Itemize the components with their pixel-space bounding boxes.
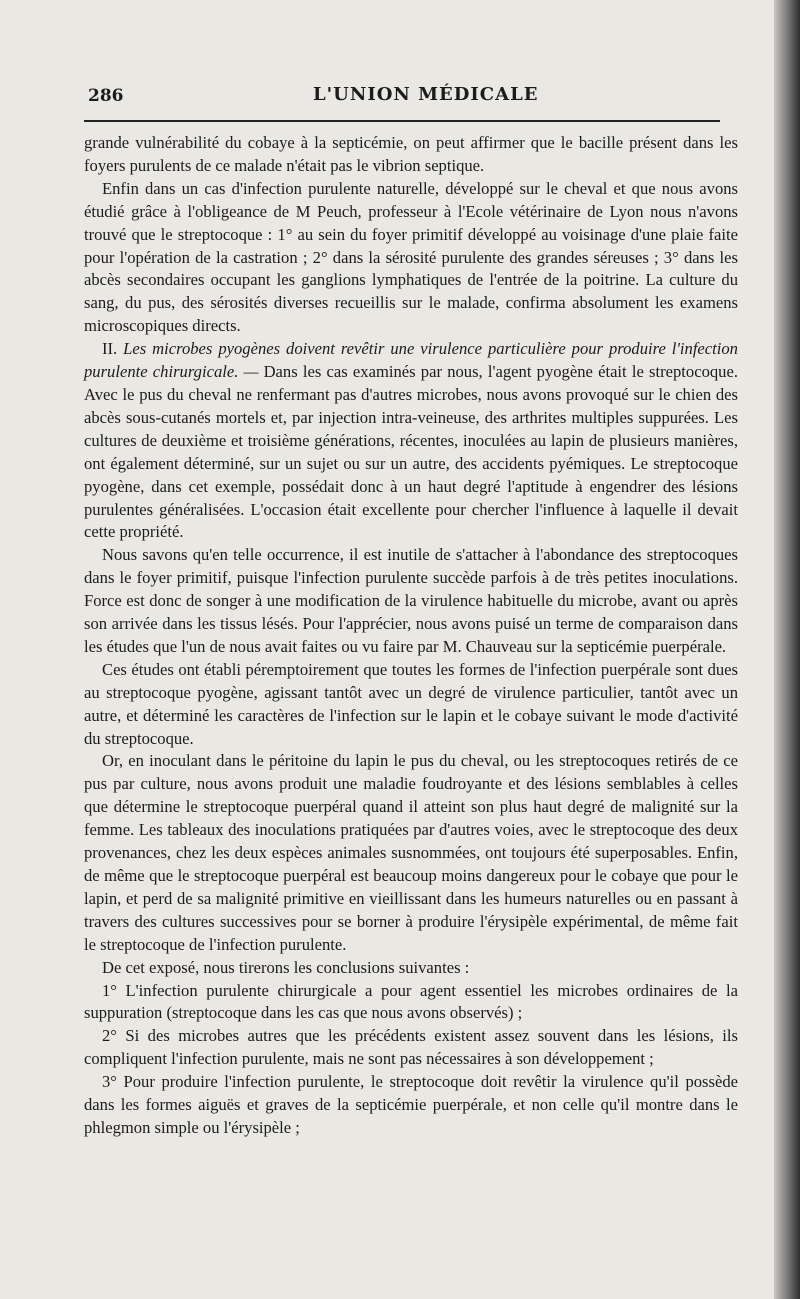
page-edge-shadow: [774, 0, 800, 1299]
body-text: [84, 132, 738, 1140]
section-heading: Les microbes pyogènes doivent revêtir une virulence particulière pour produire l'infection purulente chirurgicale. —: [84, 339, 738, 382]
running-head: L'UNION MÉDICALE: [313, 84, 539, 105]
paragraph-5: Ces études ont établi péremptoirement que toutes les formes de l'infection puerpérale sont dues au streptocoque pyogène, agissant tantôt avec un degré de virulence particulier, tantôt avec un autre, et déterminé les caractères de l'infection sur le lapin et le cobaye suivant le mode d'activité du streptocoque.: [84, 659, 738, 748]
conclusion-1: 1° L'infection purulente chirurgicale a pour agent essentiel les microbes ordinaires de la suppuration (streptocoque dans les cas que nous avons observés) ;: [84, 980, 738, 1023]
conclusion-3: 3° Pour produire l'infection purulente, le streptocoque doit revêtir la virulence qu'il possède dans les formes aiguës et graves de la septicémie puerpérale, et non celle qu'il montre dans le phlegmon simple ou l'érysipèle ;: [84, 1072, 738, 1137]
paragraph-6: Or, en inoculant dans le péritoine du lapin le pus du cheval, ou les streptocoques retirés de ce pus par culture, nous avons produit une maladie foudroyante et des lésions semblables à celles que détermine le streptocoque puerpéral quand il atteint son plus haut degré de malignité sur la femme. Les tableaux des inoculations pratiquées par d'autres voies, avec le streptocoque des deux provenances, chez les deux espèces animales susnommées, ont toujours été superposables. Enfin, de même que le streptocoque puerpéral est beaucoup moins dangereux pour le cobaye que pour le lapin, et perd de sa malignité primitive en vieillissant dans les humeurs naturelles ou en passant à travers des cultures successives pour se borner à produire l'érysipèle expérimental, de même fait le streptocoque de l'infection purulente.: [84, 751, 738, 954]
section-numeral: II.: [102, 339, 118, 359]
page-header: [88, 84, 738, 114]
paragraph-4: Nous savons qu'en telle occurrence, il est inutile de s'attacher à l'abondance des streptocoques dans le foyer primitif, puisque l'infection purulente succède parfois à de très petites inoculations. Force est donc de songer à une modification de la virulence habituelle du microbe, avant ou après son arrivée dans les tissus lésés. Pour l'apprécier, nous avons puisé un terme de comparaison dans les études que l'un de nous avait faites ou vu faire par M. Chauveau sur la septicémie puerpérale.: [84, 545, 738, 656]
paragraph-7: De cet exposé, nous tirerons les conclusions suivantes :: [102, 957, 470, 977]
section-ii-text: Dans les cas examinés par nous, l'agent pyogène était le streptocoque. Avec le pus du cheval ne renfermant pas d'autres microbes, nous avons provoqué sur le chien des abcès sous-cutanés mortels et, par injection intra-veineuse, des arthrites multiples suppurées. Les cultures de deuxième et troisième générations, récentes, inoculées au lapin de plusieurs manières, ont également déterminé, sur un sujet ou sur un autre, des accidents pyémiques. Le streptocoque pyogène, dans cet exemple, possédait donc à un haut degré l'aptitude à engendrer des lésions purulentes généralisées. L'occasion était excellente pour chercher l'influence à laquelle il devait cette propriété.: [84, 362, 738, 542]
conclusion-2: 2° Si des microbes autres que les précédents existent assez souvent dans les lésions, ils compliquent l'infection purulente, mais ne sont pas nécessaires à son développement ;: [84, 1026, 738, 1069]
paragraph-1: grande vulnérabilité du cobaye à la septicémie, on peut affirmer que le bacille présent dans les foyers purulents de ce malade n'était pas le vibrion septique.: [84, 133, 738, 175]
header-rule: [84, 120, 720, 122]
paragraph-2: Enfin dans un cas d'infection purulente naturelle, développé sur le cheval et que nous avons étudié grâce à l'obligeance de M Peuch, professeur à l'Ecole vétérinaire de Lyon nous n'avons trouvé que le streptocoque : 1° au sein du foyer primitif développé au voisinage d'une plaie faite pour l'opération de la castration ; 2° dans la sérosité purulente des grandes séreuses ; 3° dans les abcès secondaires occupant les ganglions lymphatiques de l'entrée de la poitrine. La culture du sang, du pus, des sérosités diverses recueillis sur le malade, confirma absolument les examens microscopiques directs.: [84, 178, 738, 336]
page-number: 286: [88, 86, 124, 106]
section-ii-paragraph: [84, 338, 738, 544]
